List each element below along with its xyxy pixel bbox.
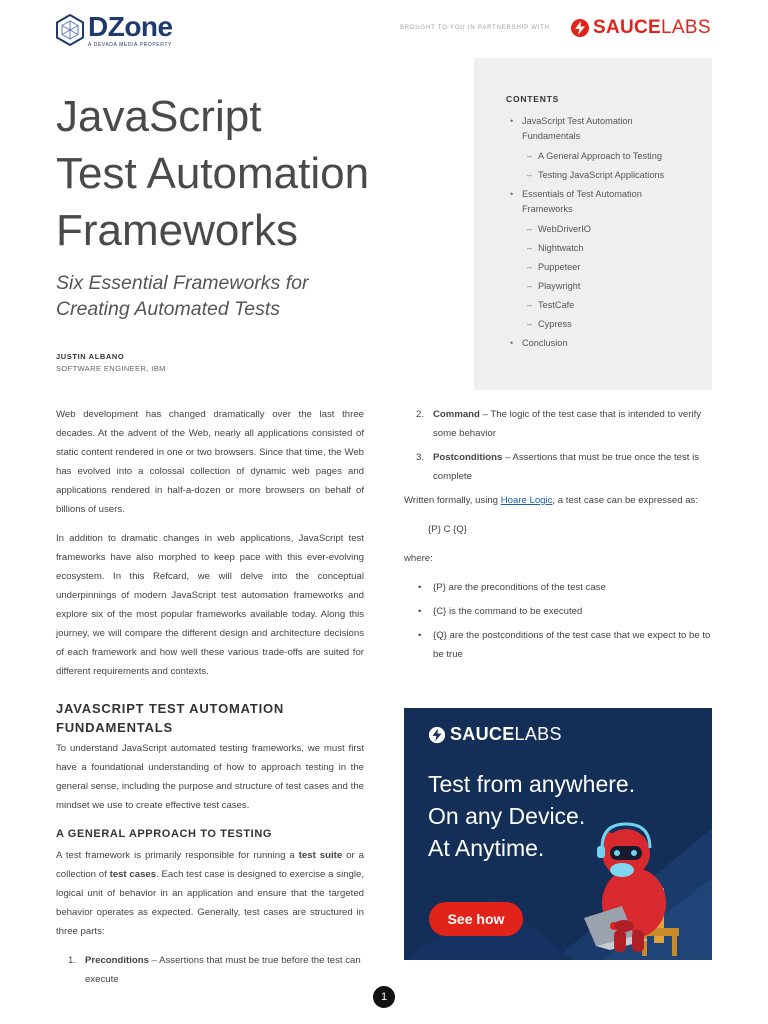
hoare-formula: {P} C {Q} (428, 524, 467, 535)
contents-title: CONTENTS (506, 94, 560, 104)
approach-paragraph: A test framework is primarily responsible for running a test suite or a collection of test cases. Each test case is designed to exercise a single, logical unit of behavior in an application and ensure that the targeted behavior operates as expected. Generally, test cases are structured in three parts: (56, 850, 365, 937)
toc-item-fundamentals[interactable]: • JavaScript Test Automation Fundamentals (506, 114, 692, 144)
saucelabs-name: SAUCELABS (593, 17, 711, 38)
ad-headline-line-3: At Anytime. (428, 835, 545, 861)
hoare-logic-link[interactable]: Hoare Logic (500, 495, 553, 506)
toc-item-general-approach[interactable]: – A General Approach to Testing (506, 149, 692, 164)
intro-paragraph-1: Web development has changed dramatically over the last three decades. At the advent of the Web, nearly all applications consisted of static content rendered in one or two browsers. Since that time, the Web has evolved into a colossal collection of dynamic web pages and applications rendered in half-a-dozen or more browsers on behalf of billions of users. (56, 409, 364, 515)
toc-item-testcafe[interactable]: – TestCafe (506, 298, 692, 313)
saucelabs-bolt-icon (570, 18, 590, 38)
where-list (404, 578, 712, 664)
ad-headline-line-1: Test from anywhere. (428, 771, 636, 797)
test-parts-list-continued (404, 405, 712, 486)
dzone-logo[interactable] (56, 12, 173, 48)
brand-name: DZone (88, 10, 173, 42)
list-item: 2. Command – The logic of the test case that is intended to verify some behavior (416, 409, 702, 439)
ad-bolt-icon (428, 726, 446, 744)
list-item: 1. Preconditions – Assertions that must be true before the test can execute (68, 955, 361, 985)
toc-item-essentials[interactable]: • Essentials of Test Automation Frameworks (506, 187, 692, 217)
toc-item-webdriverio[interactable]: – WebDriverIO (506, 222, 692, 237)
robot-with-laptop-icon (584, 808, 694, 958)
list-item: 3. Postconditions – Assertions that must be true once the test is complete (416, 452, 700, 482)
formal-paragraph: Written formally, using Hoare Logic, a test case can be expressed as: (404, 495, 699, 506)
term-test-cases: test cases (109, 869, 157, 880)
left-column (56, 405, 364, 994)
title-line-3: Frameworks (56, 206, 299, 255)
brand-tagline: A DEVADA MEDIA PROPERTY (88, 41, 172, 48)
subsection-heading-approach: A GENERAL APPROACH TO TESTING (56, 828, 273, 840)
title-line-2: Test Automation (56, 149, 370, 198)
document-title (56, 88, 456, 259)
contents-list (506, 114, 692, 351)
see-how-button[interactable]: See how (429, 902, 523, 936)
ad-saucelabs-logo: SAUCELABS (428, 724, 562, 745)
toc-item-testing-js-apps[interactable]: – Testing JavaScript Applications (506, 168, 692, 183)
section-heading-fundamentals: JAVASCRIPT TEST AUTOMATION FUNDAMENTALS (56, 701, 285, 735)
toc-item-cypress[interactable]: – Cypress (506, 317, 692, 332)
contents-panel (474, 58, 712, 390)
fundamentals-paragraph: To understand JavaScript automated testing frameworks, we must first have a foundational understanding of how to approach testing in the general sense, including the purpose and structure of test cases and the mindset we use to create effective test cases. (56, 743, 364, 811)
list-item: • {C} is the command to be executed (404, 602, 712, 621)
saucelabs-logo[interactable] (570, 17, 711, 39)
test-parts-list-start (56, 951, 364, 989)
author-role: SOFTWARE ENGINEER, IBM (56, 364, 166, 373)
list-item: • {P} are the preconditions of the test case (404, 578, 712, 597)
toc-item-nightwatch[interactable]: – Nightwatch (506, 241, 692, 256)
saucelabs-ad-banner[interactable] (404, 708, 712, 960)
toc-item-playwright[interactable]: – Playwright (506, 279, 692, 294)
right-column (404, 405, 712, 669)
list-item: • {Q} are the postconditions of the test case that we expect to be to be true (404, 626, 712, 664)
toc-item-conclusion[interactable]: • Conclusion (506, 336, 692, 351)
intro-paragraph-2: In addition to dramatic changes in web applications, JavaScript test frameworks have also morphed to keep pace with this ever-evolving ecosystem. In this Refcard, we will delve into the conceptual underpinnings of modern JavaScript test automation frameworks and explore six of the most popular frameworks available today. Along this journey, we will compare the different design and architecture decisions of each framework and how well these various trade-offs are suited for different requirements and contexts. (56, 533, 364, 677)
page-number: 1 (373, 986, 395, 1008)
toc-item-puppeteer[interactable]: – Puppeteer (506, 260, 692, 275)
partner-text: BROUGHT TO YOU IN PARTNERSHIP WITH (400, 25, 550, 31)
title-line-1: JavaScript (56, 92, 262, 141)
document-subtitle: Six Essential Frameworks for Creating Automated Tests (56, 272, 309, 320)
term-test-suite: test suite (298, 850, 343, 861)
author-name: JUSTIN ALBANO (56, 352, 125, 361)
where-label: where: (404, 553, 433, 564)
dzone-hexagon-icon (56, 14, 84, 46)
ad-headline-line-2: On any Device. (428, 803, 586, 829)
